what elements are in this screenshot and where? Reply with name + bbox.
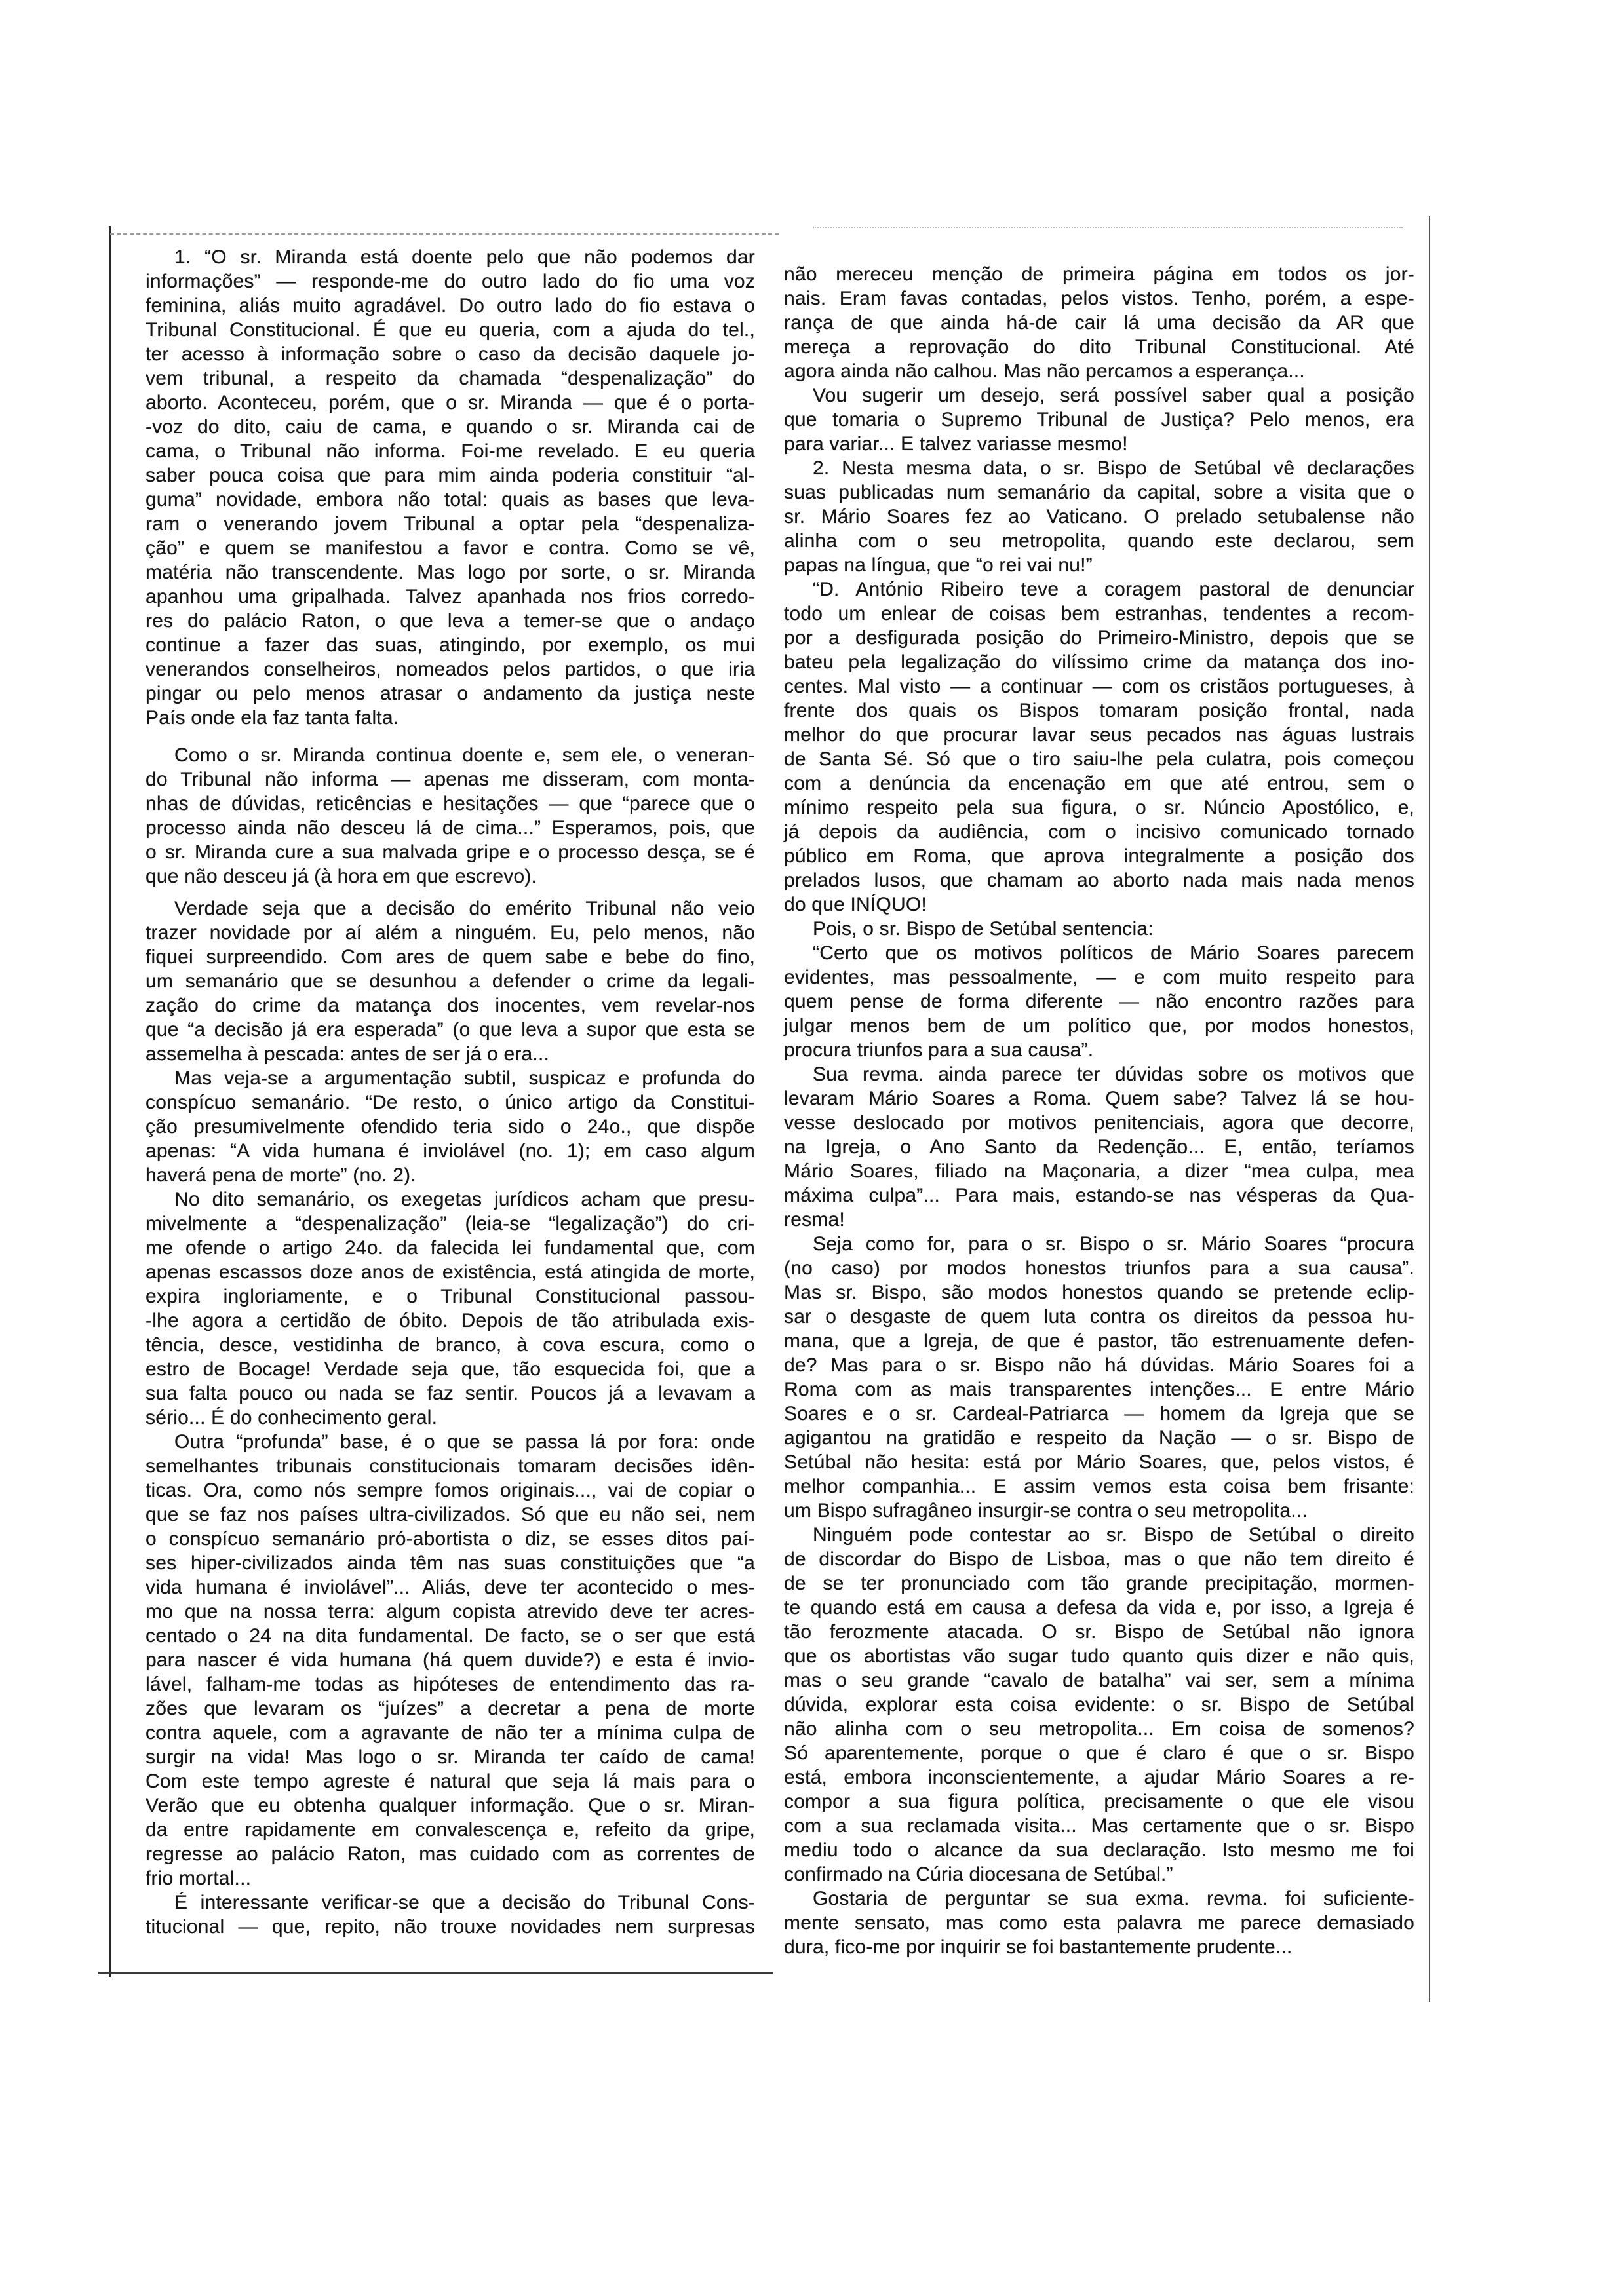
text-line: o conspícuo semanário pró-abortista o diz, se esses ditos paí- <box>146 1528 755 1550</box>
text-line: me ofende o artigo 24o. da falecida lei fundamental que, com <box>146 1237 755 1259</box>
text-line: estro de Bocage! Verdade seja que, tão esquecida foi, que a <box>146 1358 755 1380</box>
text-line: ção presumivelmente ofendido teria sido o 24o., que dispõe <box>146 1116 755 1138</box>
text-line: para variar... E talvez variasse mesmo! <box>784 433 1128 455</box>
text-line: um Bispo sufragâneo insurgir-se contra o seu metropolita... <box>784 1500 1308 1521</box>
text-line: mivelmente a “despenalização” (leia-se “legalização”) do cri- <box>146 1213 755 1234</box>
text-line: assemelha à pescada: antes de ser já o era... <box>146 1043 550 1065</box>
text-line: mínimo respeito pela sua figura, o sr. Núncio Apostólico, e, <box>784 797 1414 818</box>
text-line: que se faz nos países ultra-civilizados. Só que eu não sei, nem <box>146 1504 755 1525</box>
paragraph <box>784 383 1414 456</box>
text-line: zação do crime da matança dos inocentes, vem revelar-nos <box>146 995 755 1016</box>
text-line: aborto. Aconteceu, porém, que o sr. Miranda — que é o porta- <box>146 392 755 413</box>
text-line: resma! <box>784 1209 845 1231</box>
paragraph <box>784 1523 1414 1886</box>
text-line: que os abortistas vão sugar tudo quanto quis dizer e não quis, <box>784 1645 1414 1667</box>
text-line: centes. Mal visto — a continuar — com os cristãos portugueses, à <box>784 676 1414 697</box>
text-line: zões que levaram os “juízes” a decretar a pena de morte <box>146 1698 755 1719</box>
text-line: ter acesso à informação sobre o caso da decisão daquele jo- <box>146 343 755 365</box>
text-line: res do palácio Raton, o que leva a temer-se que o andaço <box>146 610 755 632</box>
text-line: procura triunfos para a sua causa”. <box>784 1039 1094 1061</box>
text-line: tência, desce, vestidinha de branco, à cova escura, como o <box>146 1334 755 1356</box>
text-line: trazer novidade por aí além a ninguém. Eu, pelo menos, não <box>146 922 755 944</box>
text-line: -lhe agora a certidão de óbito. Depois de tão atribulada exis- <box>146 1310 755 1331</box>
text-line: tão ferozmente atacada. O sr. Bispo de Setúbal não ignora <box>784 1621 1414 1643</box>
text-line: sr. Mário Soares fez ao Vaticano. O prelado setubalense não <box>784 506 1414 527</box>
paragraph <box>784 917 1414 941</box>
text-line: 2. Nesta mesma data, o sr. Bispo de Setúbal vê declarações <box>813 457 1414 479</box>
text-line: na Igreja, o Ano Santo da Redenção... E, então, teríamos <box>784 1136 1414 1158</box>
right-column-rule <box>1429 216 1430 2002</box>
text-line: Seja como for, para o sr. Bispo o sr. Mário Soares “procura <box>813 1233 1414 1255</box>
text-line: do Tribunal não informa — apenas me disseram, com monta- <box>146 769 755 790</box>
text-line: por a desfigurada posição do Primeiro-Ministro, depois que se <box>784 627 1414 649</box>
left-column-rule <box>109 226 111 1977</box>
paragraph <box>146 896 755 1066</box>
text-line: saber pouca coisa que para mim ainda poderia constituir “al- <box>146 465 755 486</box>
text-line: Com este tempo agreste é natural que seja lá mais para o <box>146 1770 755 1792</box>
text-line: regresse ao palácio Raton, mas cuidado com as correntes de <box>146 1843 755 1865</box>
text-line: frio mortal... <box>146 1867 252 1889</box>
text-line: não alinha com o seu metropolita... Em coisa de somenos? <box>784 1718 1414 1740</box>
paragraph <box>146 1890 755 1939</box>
text-line: Mas veja-se a argumentação subtil, suspicaz e profunda do <box>174 1067 755 1089</box>
text-line: fiquei surpreendido. Com ares de quem sabe e bebe do fino, <box>146 946 755 968</box>
text-line: Setúbal não hesita: está por Mário Soares, que, pelos vistos, é <box>784 1451 1414 1473</box>
text-line: mereça a reprovação do dito Tribunal Constitucional. Até <box>784 336 1414 358</box>
text-line: guma” novidade, embora não total: quais as bases que leva- <box>146 489 755 510</box>
text-line: frente dos quais os Bispos tomaram posição frontal, nada <box>784 700 1414 721</box>
text-line: nhas de dúvidas, reticências e hesitações — que “parece que o <box>146 793 755 814</box>
text-line: Só aparentemente, porque o que é claro é que o sr. Bispo <box>784 1742 1414 1764</box>
text-line: evidentes, mas pessoalmente, — e com muito respeito para <box>784 966 1414 988</box>
text-line: pingar ou pelo menos atrasar o andamento da justiça neste <box>146 683 755 704</box>
paragraph <box>784 941 1414 1062</box>
text-line: suas publicadas num semanário da capital, sobre a visita que o <box>784 482 1414 503</box>
text-line: Pois, o sr. Bispo de Setúbal sentencia: <box>813 918 1154 940</box>
bottom-rule <box>98 1972 773 1974</box>
text-line: melhor do que procurar lavar seus pecados nas águas lustrais <box>784 724 1414 746</box>
text-line: com a denúncia da encenação em que até entrou, sem o <box>784 773 1414 794</box>
top-rule <box>110 233 779 235</box>
text-line: venerandos conselheiros, nomeados pelos partidos, o que iria <box>146 659 755 680</box>
text-line: ção” e quem se manifestou a favor e contra. Como se vê, <box>146 537 755 559</box>
text-line: agigantou na gratidão e respeito da Nação — o sr. Bispo de <box>784 1427 1414 1449</box>
text-line: “D. António Ribeiro teve a coragem pastoral de denunciar <box>813 579 1414 600</box>
text-line: No dito semanário, os exegetas jurídicos acham que presu- <box>174 1189 755 1210</box>
paragraph <box>146 1187 755 1430</box>
text-line: Gostaria de perguntar se sua exma. revma. foi suficiente- <box>813 1888 1414 1909</box>
text-line: público em Roma, que aprova integralmente a posição dos <box>784 845 1414 867</box>
text-line: compor a sua figura política, precisamente o que ele visou <box>784 1791 1414 1812</box>
text-line: prelados lusos, que chamam ao aborto nada mais nada menos <box>784 870 1414 891</box>
text-line: centado o 24 na dita fundamental. De facto, se o ser que está <box>146 1625 755 1647</box>
text-line: bateu pela legalização do vilíssimo crime da matança dos ino- <box>784 651 1414 673</box>
text-line: papas na língua, que “o rei vai nu!” <box>784 554 1093 576</box>
text-line: vesse deslocado por motivos penitenciais, agora que decorre, <box>784 1112 1414 1134</box>
text-line: processo ainda não desceu lá de cima...” Esperamos, pois, que <box>146 817 755 839</box>
paragraph <box>784 262 1414 383</box>
text-line: quem pense de forma diferente — não encontro razões para <box>784 991 1414 1012</box>
text-line: de se ter pronunciado com tão grande precipitação, mormen- <box>784 1573 1414 1594</box>
text-line: do que INÍQUO! <box>784 894 927 915</box>
text-line: mente sensato, mas como esta palavra me parece demasiado <box>784 1912 1414 1934</box>
paragraph <box>146 743 755 889</box>
text-line: apenas escassos doze anos de existência, está atingida de morte, <box>146 1261 755 1283</box>
paragraph <box>784 456 1414 577</box>
text-line: de discordar do Bispo de Lisboa, mas o que não tem direito é <box>784 1548 1414 1570</box>
text-line: sar o desgaste de quem luta contra os direitos da pessoa hu- <box>784 1306 1414 1328</box>
text-line: conspícuo semanário. “De resto, o único artigo da Constitui- <box>146 1092 755 1113</box>
text-line: Verão que eu obtenha qualquer informação. Que o sr. Miran- <box>146 1795 755 1816</box>
text-line: 1. “O sr. Miranda está doente pelo que não podemos dar <box>174 246 755 268</box>
text-line: dúvida, explorar esta coisa evidente: o sr. Bispo de Setúbal <box>784 1694 1414 1715</box>
text-line: vem tribunal, a respeito da chamada “despenalização” do <box>146 368 755 389</box>
paragraph <box>784 577 1414 917</box>
text-line: lável, falham-me todas as hipóteses de entendimento das ra- <box>146 1674 755 1695</box>
text-line: semelhantes tribunais constitucionais tomaram decisões idên- <box>146 1455 755 1477</box>
text-line: “Certo que os motivos políticos de Mário Soares parecem <box>813 942 1414 964</box>
text-line: que não desceu já (à hora em que escrevo). <box>146 866 537 887</box>
text-line: mediu todo o alcance da sua declaração. Isto mesmo me foi <box>784 1839 1414 1861</box>
text-line: Vou sugerir um desejo, será possível saber qual a posição <box>813 385 1414 406</box>
text-line: continue a fazer das suas, atingindo, por exemplo, os mui <box>146 634 755 656</box>
paragraph <box>784 1886 1414 1959</box>
text-line: (no caso) por modos honestos triunfos para a sua causa”. <box>784 1257 1414 1279</box>
text-line: ticas. Ora, como nós sempre fomos originais..., vai de copiar o <box>146 1480 755 1501</box>
text-line: não mereceu menção de primeira página em todos os jor- <box>784 263 1414 285</box>
text-line: País onde ela faz tanta falta. <box>146 707 399 729</box>
text-line: levaram Mário Soares a Roma. Quem sabe? Talvez lá se hou- <box>784 1088 1414 1109</box>
text-line: Como o sr. Miranda continua doente e, sem ele, o veneran- <box>174 744 755 766</box>
text-line: feminina, aliás muito agradável. Do outro lado do fio estava o <box>146 295 755 316</box>
text-line: Soares e o sr. Cardeal-Patriarca — homem da Igreja que se <box>784 1403 1414 1425</box>
text-line: para nascer é vida humana (há quem duvide?) e esta é invio- <box>146 1649 755 1671</box>
text-line: de Santa Sé. Só que o tiro saiu-lhe pela culatra, pois começou <box>784 748 1414 770</box>
text-line: está, embora inconscientemente, a ajudar Mário Soares a re- <box>784 1767 1414 1788</box>
text-line: Mário Soares, filiado na Maçonaria, a dizer “mea culpa, mea <box>784 1160 1414 1182</box>
text-line: Ninguém pode contestar ao sr. Bispo de Setúbal o direito <box>813 1524 1414 1546</box>
text-line: expira ingloriamente, e o Tribunal Constitucional passou- <box>146 1286 755 1307</box>
text-line: surgir na vida! Mas logo o sr. Miranda ter caído de cama! <box>146 1746 755 1768</box>
text-line: Mas sr. Bispo, são modos honestos quando se pretende eclip- <box>784 1282 1414 1303</box>
text-line: É interessante verificar-se que a decisão do Tribunal Cons- <box>174 1892 755 1913</box>
text-line: o sr. Miranda cure a sua malvada gripe e o processo desça, se é <box>146 841 755 863</box>
paragraph <box>146 1066 755 1187</box>
text-line: melhor companhia... E assim vemos esta coisa bem frisante: <box>784 1476 1414 1497</box>
text-line: Sua revma. ainda parece ter dúvidas sobre os motivos que <box>813 1063 1414 1085</box>
text-line: agora ainda não calhou. Mas não percamos a esperança... <box>784 360 1305 382</box>
text-line: te quando está em causa a defesa da vida e, por isso, a Igreja é <box>784 1597 1414 1618</box>
text-line: julgar menos bem de um político que, por modos honestos, <box>784 1015 1414 1037</box>
paragraph <box>146 245 755 730</box>
top-rule-right <box>813 227 1403 228</box>
text-line: que tomaria o Supremo Tribunal de Justiça? Pelo menos, era <box>784 409 1414 430</box>
text-line: Outra “profunda” base, é o que se passa lá por fora: onde <box>174 1431 755 1453</box>
text-line: rança de que ainda há-de cair lá uma decisão da AR que <box>784 312 1414 334</box>
text-line: já depois da audiência, com o incisivo comunicado tornado <box>784 821 1414 843</box>
text-line: apanhou uma gripalhada. Talvez apanhada nos frios corredo- <box>146 586 755 607</box>
text-line: Tribunal Constitucional. É que eu queria, com a ajuda do tel., <box>146 319 755 341</box>
text-line: mana, que a Igreja, de que é pastor, tão estrenuamente defen- <box>784 1330 1414 1352</box>
text-line: ram o venerando jovem Tribunal a optar pela “despenaliza- <box>146 513 755 535</box>
text-line: sério... É do conhecimento geral. <box>146 1407 438 1428</box>
text-line: um semanário que se desunhou a defender o crime da legali- <box>146 970 755 992</box>
text-line: titucional — que, repito, não trouxe novidades nem surpresas <box>146 1916 755 1938</box>
text-line: informações” — responde-me do outro lado do fio uma voz <box>146 271 755 292</box>
text-line: máxima culpa”... Para mais, estando-se nas vésperas da Qua- <box>784 1185 1414 1206</box>
text-line: todo um enlear de coisas bem estranhas, tendentes a recom- <box>784 603 1414 624</box>
text-line: da entre rapidamente em convalescença e, refeito da gripe, <box>146 1819 755 1841</box>
text-line: mo que na nossa terra: algum copista atrevido deve ter acres- <box>146 1601 755 1622</box>
text-line: apenas: “A vida humana é inviolável (no. 1); em caso algum <box>146 1140 755 1162</box>
paragraph <box>146 1430 755 1890</box>
text-line: ses hiper-civilizados ainda têm nas suas constituições que “a <box>146 1552 755 1574</box>
text-line: que “a decisão já era esperada” (o que leva a supor que esta se <box>146 1019 755 1041</box>
paragraph <box>784 1232 1414 1523</box>
text-line: sua falta pouco ou nada se faz sentir. Poucos já a levavam a <box>146 1383 755 1404</box>
text-line: de? Mas para o sr. Bispo não há dúvidas. Mário Soares foi a <box>784 1354 1414 1376</box>
text-line: haverá pena de morte” (no. 2). <box>146 1164 416 1186</box>
text-line: Roma com as mais transparentes intenções... E entre Mário <box>784 1379 1414 1400</box>
text-line: -voz do dito, caiu de cama, e quando o sr. Miranda cai de <box>146 416 755 438</box>
text-line: matéria não transcendente. Mas logo por sorte, o sr. Miranda <box>146 562 755 583</box>
paragraph <box>784 1062 1414 1232</box>
left-column <box>146 245 755 1939</box>
text-line: mas o seu grande “cavalo de batalha” vai ser, sem a mínima <box>784 1670 1414 1691</box>
text-line: alinha com o seu metropolita, quando este declarou, sem <box>784 530 1414 552</box>
text-line: com a sua reclamada visita... Mas certamente que o sr. Bispo <box>784 1815 1414 1837</box>
text-line: contra aquele, com a agravante de não ter a mínima culpa de <box>146 1722 755 1744</box>
text-line: confirmado na Cúria diocesana de Setúbal.” <box>784 1864 1173 1885</box>
text-line: cama, o Tribunal não informa. Foi-me revelado. E eu queria <box>146 440 755 462</box>
text-line: Verdade seja que a decisão do emérito Tribunal não veio <box>174 898 755 919</box>
right-column <box>784 262 1414 1959</box>
text-line: nais. Eram favas contadas, pelos vistos. Tenho, porém, a espe- <box>784 288 1414 309</box>
text-line: dura, fico-me por inquirir se foi bastantemente prudente... <box>784 1936 1293 1958</box>
text-line: vida humana é inviolável”... Aliás, deve ter acontecido o mes- <box>146 1577 755 1598</box>
